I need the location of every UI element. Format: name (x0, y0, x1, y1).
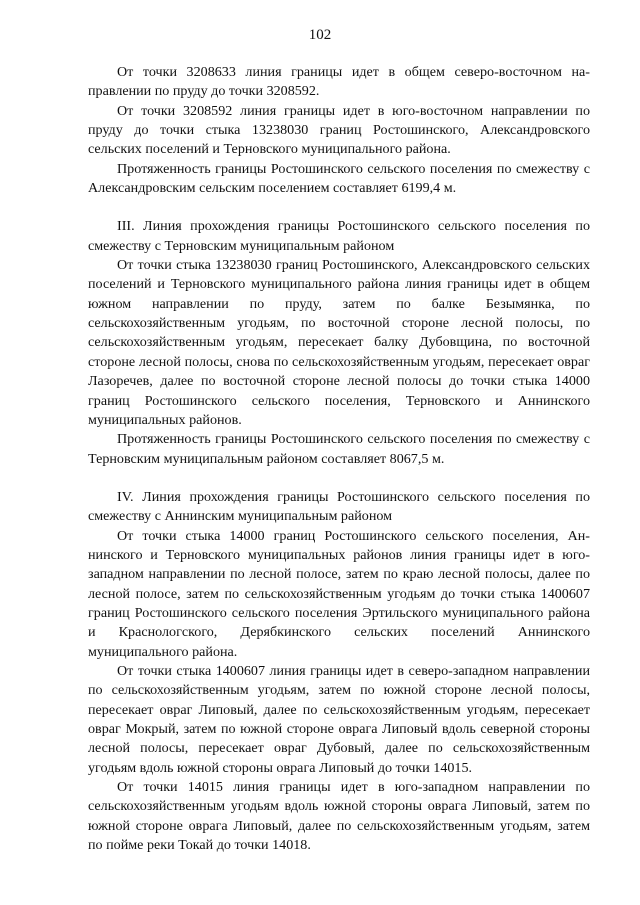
document-body (88, 63, 590, 855)
paragraph: От точки стыка 14000 границ Ростошинского сельского поселения, Аннинского и Терновского муниципальных районов линия границы идет в юго-западном направлении по лесной полосе, затем по краю лесной полосы, далее по лесной полосе, затем по сельскохозяйственным угодьям до точки стыка 1400607 границ Ростошинского сельского поселения Эртильского муниципального района и Краснологского, Дерябкинского сельских поселений Аннинского муниципального района. (88, 527, 590, 660)
spacer (88, 469, 590, 488)
section-heading-iii: III. Линия прохождения границы Ростошинского сельского поселения по смежеству с Терновским муниципальным районом (88, 218, 590, 254)
paragraph: Протяженность границы Ростошинского сельского поселения по смежеству с Александровским сельским поселением составляет 6199,4 м. (88, 160, 590, 197)
paragraph: От точки стыка 1400607 линия границы идет в северо-западном направлении по сельскохозяйственным угодьям, затем по южной стороне лесной полосы, пересекает овраг Липовый, далее по сельскохозяйственным угодьям, пересекает овраг Мокрый, затем по южной стороне оврага Липовый вдоль северной стороны лесной полосы, пересекает овраг Дубовый, далее по сельскохозяйственным угодьям вдоль южной стороны оврага Липовый до точки 14015. (88, 662, 590, 776)
spacer (88, 198, 590, 217)
section-heading-iv: IV. Линия прохождения границы Ростошинского сельского поселения по смежеству с Аннинским муниципальным районом (88, 488, 590, 525)
paragraph: От точки 3208592 линия границы идет в юго-восточном направлении по пруду до точки стыка 13238030 границ Ростошинского, Александровского сельских поселений и Терновского муниципального района. (88, 102, 590, 158)
page-number: 102 (308, 27, 332, 43)
paragraph: От точки 3208633 линия границы идет в общем северо-восточном направлении по пруду до точки 3208592. (88, 64, 590, 100)
paragraph: От точки 14015 линия границы идет в юго-западном направлении по сельскохозяйственным угодьям вдоль южной стороны оврага Липовый, затем по южной стороне оврага Липовый, далее по сельскохозяйственным угодьям, затем по пойме реки Токай до точки 14018. (88, 779, 590, 854)
paragraph: От точки стыка 13238030 границ Ростошинского, Александровского сельских поселений и Терновского муниципального района линия границы идет в общем южном направлении по пруду, затем по балке Безымянка, по сельскохозяйственным угодьям, по восточной стороне лесной полосы, по сельскохозяйственным угодьям, пересекает балку Дубовщина, по восточной стороне лесной полосы, снова по сельскохозяйственным угодьям, пересекает овраг Лазоречев, далее по восточной стороне лесной полосы до точки стыка 14000 границ Ростошинского сельского поселения, Терновского и Аннинского муниципальных районов. (88, 257, 590, 428)
paragraph: Протяженность границы Ростошинского сельского поселения по смежеству с Терновским муниципальным районом составляет 8067,5 м. (88, 431, 590, 467)
